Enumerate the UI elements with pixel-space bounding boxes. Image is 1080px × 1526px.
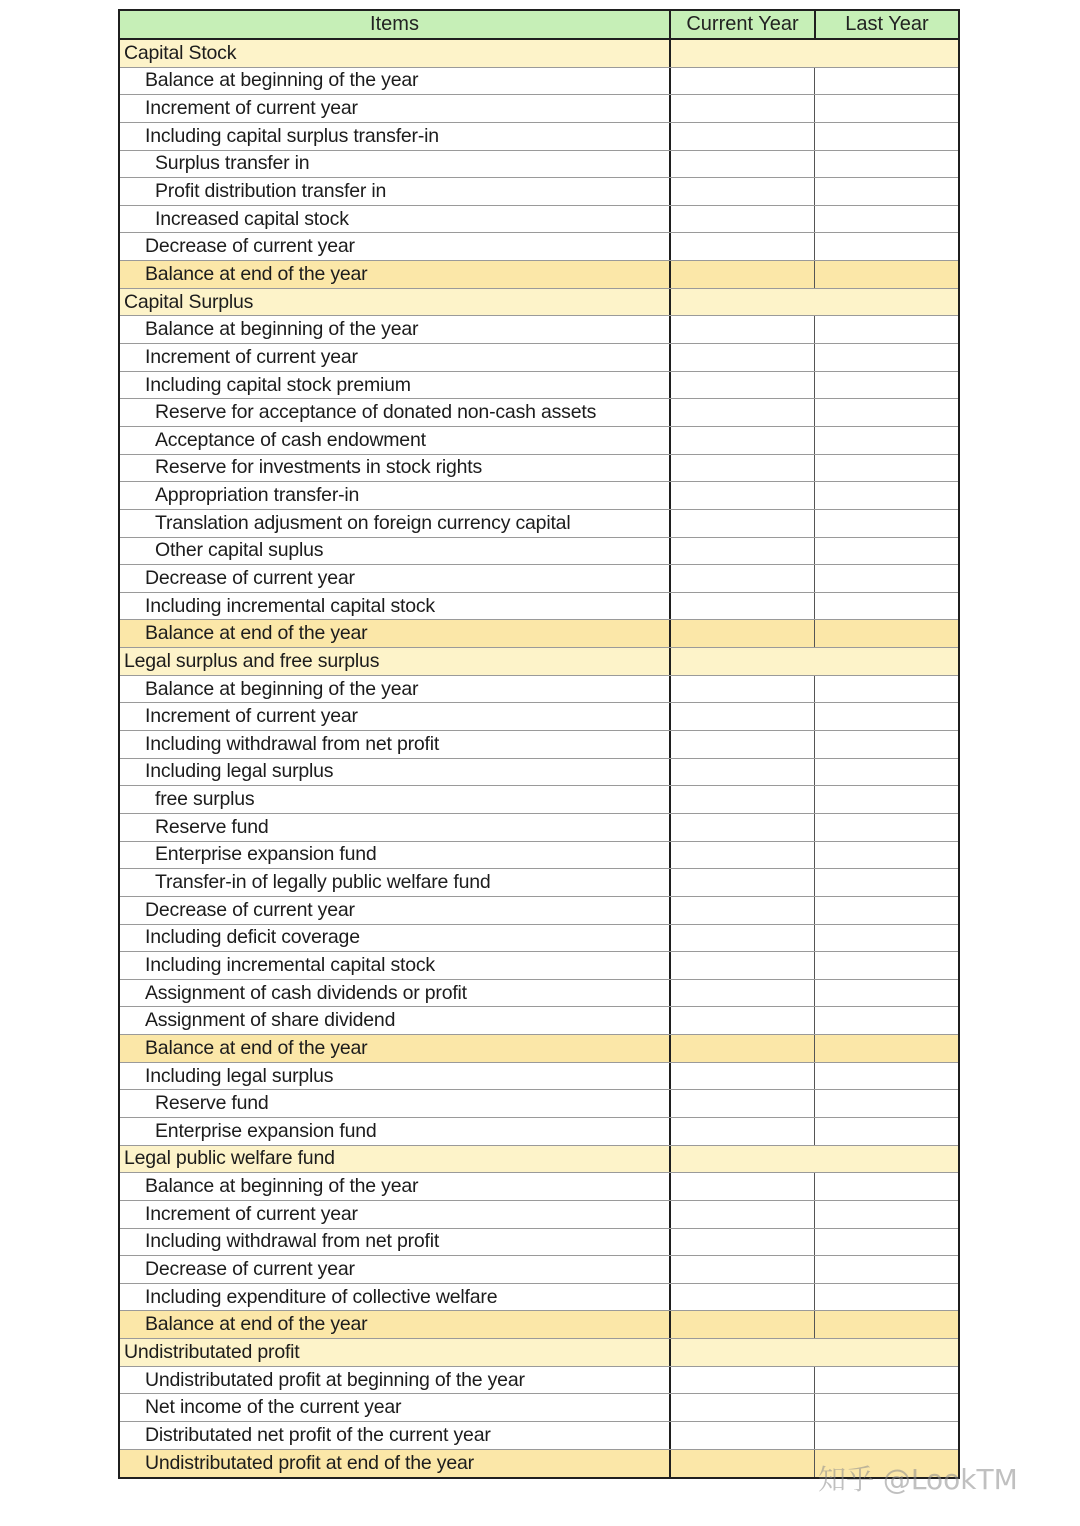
row-label: Increment of current year [145, 97, 358, 120]
current-year-cell[interactable] [669, 68, 814, 95]
current-year-cell[interactable] [669, 925, 814, 952]
table-row [120, 842, 958, 870]
row-label: Decrease of current year [145, 235, 355, 258]
row-label: Including capital surplus transfer-in [145, 124, 439, 147]
total-row [120, 1035, 958, 1063]
table-row [120, 786, 958, 814]
row-label: Undistributated profit [124, 1340, 300, 1363]
current-year-cell[interactable] [669, 95, 814, 122]
current-year-cell[interactable] [669, 952, 814, 979]
last-year-cell[interactable] [814, 952, 958, 979]
row-label: Assignment of cash dividends or profit [145, 981, 467, 1004]
row-label: Increment of current year [145, 345, 358, 368]
row-label: Balance at end of the year [145, 622, 368, 645]
last-year-cell[interactable] [814, 842, 958, 869]
current-year-cell[interactable] [669, 620, 814, 647]
last-year-cell[interactable] [814, 593, 958, 620]
total-row [120, 1311, 958, 1339]
row-label: Balance at beginning of the year [145, 1175, 419, 1198]
section-row [120, 289, 958, 317]
table-row [120, 482, 958, 510]
current-year-cell[interactable] [669, 1118, 814, 1145]
current-year-cell[interactable] [669, 593, 814, 620]
row-label: Capital Surplus [124, 290, 254, 313]
row-label: Decrease of current year [145, 566, 355, 589]
row-label: Decrease of current year [145, 898, 355, 921]
row-label: Increased capital stock [155, 207, 349, 230]
table-row [120, 593, 958, 621]
row-label: Balance at beginning of the year [145, 69, 419, 92]
last-year-cell[interactable] [814, 980, 958, 1007]
row-label: Reserve for investments in stock rights [155, 456, 483, 479]
last-year-cell[interactable] [814, 372, 958, 399]
row-label: Acceptance of cash endowment [155, 428, 426, 451]
current-year-cell[interactable] [669, 1450, 814, 1478]
current-year-cell[interactable] [669, 1007, 814, 1034]
last-year-cell[interactable] [814, 151, 958, 178]
table-row [120, 1284, 958, 1312]
last-year-cell[interactable] [814, 1394, 958, 1421]
current-year-cell[interactable] [669, 261, 814, 288]
row-label: Increment of current year [145, 1202, 358, 1225]
section-row [120, 1146, 958, 1174]
current-year-cell[interactable] [669, 1229, 814, 1256]
current-year-cell[interactable] [669, 151, 814, 178]
table-row [120, 676, 958, 704]
last-year-cell[interactable] [814, 206, 958, 233]
current-year-cell[interactable] [669, 316, 814, 343]
last-year-cell[interactable] [814, 538, 958, 565]
section-row [120, 648, 958, 676]
row-label: Reserve for acceptance of donated non-cash assets [155, 401, 597, 424]
row-label: Net income of the current year [145, 1396, 402, 1419]
table-row [120, 455, 958, 483]
table-row [120, 1063, 958, 1091]
last-year-cell[interactable] [814, 482, 958, 509]
table-row [120, 1367, 958, 1395]
row-label: Translation adjusment on foreign currency capital [155, 511, 571, 534]
total-row [120, 261, 958, 289]
row-label: Including expenditure of collective welfare [145, 1285, 498, 1308]
current-year-cell[interactable] [669, 786, 814, 813]
last-year-cell[interactable] [814, 399, 958, 426]
row-label: Balance at end of the year [145, 1313, 368, 1336]
current-year-cell[interactable] [669, 510, 814, 537]
current-year-cell[interactable] [669, 1035, 814, 1062]
current-year-cell[interactable] [669, 538, 814, 565]
section-row [120, 1339, 958, 1367]
table-row [120, 952, 958, 980]
current-year-cell[interactable] [669, 427, 814, 454]
current-year-cell[interactable] [669, 897, 814, 924]
last-year-cell[interactable] [814, 261, 958, 288]
row-label: Balance at end of the year [145, 1036, 368, 1059]
table-body [120, 40, 958, 1477]
table-row [120, 372, 958, 400]
last-year-cell[interactable] [814, 925, 958, 952]
current-year-cell[interactable] [669, 703, 814, 730]
row-label: Profit distribution transfer in [155, 180, 387, 203]
row-label: Increment of current year [145, 705, 358, 728]
row-label: Including capital stock premium [145, 373, 411, 396]
last-year-cell[interactable] [814, 897, 958, 924]
row-label: Enterprise expansion fund [155, 843, 377, 866]
current-year-cell[interactable] [669, 1090, 814, 1117]
table-row [120, 510, 958, 538]
row-label: Transfer-in of legally public welfare fund [155, 871, 491, 894]
last-year-cell[interactable] [814, 455, 958, 482]
section-row [120, 40, 958, 68]
last-year-cell[interactable] [814, 1035, 958, 1062]
current-year-cell[interactable] [669, 676, 814, 703]
last-year-cell[interactable] [814, 427, 958, 454]
table-row [120, 316, 958, 344]
current-year-cell[interactable] [669, 731, 814, 758]
last-year-cell[interactable] [814, 123, 958, 150]
table-row [120, 233, 958, 261]
current-year-cell[interactable] [669, 455, 814, 482]
current-year-cell[interactable] [669, 344, 814, 371]
last-year-cell[interactable] [814, 648, 958, 675]
last-year-cell[interactable] [814, 289, 958, 316]
header-items: Items [370, 13, 419, 35]
row-label: Including withdrawal from net profit [145, 1230, 440, 1253]
current-year-cell[interactable] [669, 759, 814, 786]
header-last-year: Last Year [814, 11, 958, 38]
table-header [120, 11, 958, 40]
current-year-cell[interactable] [669, 399, 814, 426]
table-row [120, 1256, 958, 1284]
current-year-cell[interactable] [669, 1284, 814, 1311]
last-year-cell[interactable] [814, 1118, 958, 1145]
last-year-cell[interactable] [814, 1173, 958, 1200]
last-year-cell[interactable] [814, 565, 958, 592]
last-year-cell[interactable] [814, 1063, 958, 1090]
current-year-cell[interactable] [669, 372, 814, 399]
current-year-cell[interactable] [669, 1422, 814, 1449]
table-row [120, 1201, 958, 1229]
table-row [120, 814, 958, 842]
last-year-cell[interactable] [814, 620, 958, 647]
current-year-cell[interactable] [669, 1367, 814, 1394]
last-year-cell[interactable] [814, 1367, 958, 1394]
row-label: Legal public welfare fund [124, 1147, 335, 1170]
equity-change-table [118, 9, 960, 1479]
table-row [120, 1173, 958, 1201]
last-year-cell[interactable] [814, 1311, 958, 1338]
last-year-cell[interactable] [814, 1229, 958, 1256]
last-year-cell[interactable] [814, 1201, 958, 1228]
current-year-cell[interactable] [669, 842, 814, 869]
row-label: Appropriation transfer-in [155, 484, 360, 507]
table-row [120, 1118, 958, 1146]
row-label: Balance at end of the year [145, 262, 368, 285]
current-year-cell[interactable] [669, 1173, 814, 1200]
table-row [120, 95, 958, 123]
table-row [120, 427, 958, 455]
table-row [120, 897, 958, 925]
last-year-cell[interactable] [814, 814, 958, 841]
table-row [120, 869, 958, 897]
row-label: Including incremental capital stock [145, 953, 435, 976]
header-current-year: Current Year [669, 11, 814, 38]
current-year-cell[interactable] [669, 1339, 814, 1366]
last-year-cell[interactable] [814, 703, 958, 730]
current-year-cell[interactable] [669, 565, 814, 592]
table-row [120, 68, 958, 96]
row-label: Other capital suplus [155, 539, 324, 562]
current-year-cell[interactable] [669, 40, 814, 67]
current-year-cell[interactable] [669, 289, 814, 316]
table-row [120, 980, 958, 1008]
last-year-cell[interactable] [814, 1256, 958, 1283]
row-label: free surplus [155, 788, 255, 811]
last-year-cell[interactable] [814, 316, 958, 343]
table-row [120, 1394, 958, 1422]
row-label: Balance at beginning of the year [145, 677, 419, 700]
table-row [120, 399, 958, 427]
row-label: Reserve fund [155, 1092, 269, 1115]
current-year-cell[interactable] [669, 1394, 814, 1421]
table-row [120, 703, 958, 731]
row-label: Balance at beginning of the year [145, 318, 419, 341]
last-year-cell[interactable] [814, 786, 958, 813]
current-year-cell[interactable] [669, 648, 814, 675]
last-year-cell[interactable] [814, 68, 958, 95]
last-year-cell[interactable] [814, 1339, 958, 1366]
table-row [120, 925, 958, 953]
row-label: Including incremental capital stock [145, 594, 435, 617]
row-label: Enterprise expansion fund [155, 1119, 377, 1142]
row-label: Capital Stock [124, 41, 237, 64]
row-label: Surplus transfer in [155, 152, 310, 175]
current-year-cell[interactable] [669, 482, 814, 509]
table-row [120, 1422, 958, 1450]
row-label: Including legal surplus [145, 1064, 334, 1087]
last-year-cell[interactable] [814, 233, 958, 260]
last-year-cell[interactable] [814, 1007, 958, 1034]
current-year-cell[interactable] [669, 1201, 814, 1228]
last-year-cell[interactable] [814, 344, 958, 371]
current-year-cell[interactable] [669, 1256, 814, 1283]
row-label: Legal surplus and free surplus [124, 649, 380, 672]
table-row [120, 206, 958, 234]
row-label: Including deficit coverage [145, 926, 360, 949]
table-row [120, 731, 958, 759]
row-label: Reserve fund [155, 815, 269, 838]
current-year-cell[interactable] [669, 814, 814, 841]
row-label: Assignment of share dividend [145, 1009, 396, 1032]
last-year-cell[interactable] [814, 1284, 958, 1311]
table-row [120, 1090, 958, 1118]
current-year-cell[interactable] [669, 869, 814, 896]
current-year-cell[interactable] [669, 206, 814, 233]
current-year-cell[interactable] [669, 1146, 814, 1173]
table-row [120, 344, 958, 372]
watermark: 知乎 @LookTM [818, 1463, 1018, 1496]
total-row [120, 620, 958, 648]
last-year-cell[interactable] [814, 40, 958, 67]
current-year-cell[interactable] [669, 233, 814, 260]
row-label: Decrease of current year [145, 1258, 355, 1280]
row-label: Undistributated profit at beginning of the year [145, 1368, 525, 1391]
row-label: Distributated net profit of the current year [145, 1423, 491, 1446]
table-row [120, 538, 958, 566]
row-label: Including withdrawal from net profit [145, 732, 440, 755]
row-label: Including legal surplus [145, 760, 334, 783]
last-year-cell[interactable] [814, 510, 958, 537]
last-year-cell[interactable] [814, 731, 958, 758]
table-row [120, 178, 958, 206]
last-year-cell[interactable] [814, 1422, 958, 1449]
table-row [120, 151, 958, 179]
current-year-cell[interactable] [669, 178, 814, 205]
last-year-cell[interactable] [814, 759, 958, 786]
table-row [120, 1229, 958, 1257]
last-year-cell[interactable] [814, 869, 958, 896]
table-row [120, 123, 958, 151]
table-row [120, 1007, 958, 1035]
last-year-cell[interactable] [814, 1090, 958, 1117]
current-year-cell[interactable] [669, 1311, 814, 1338]
last-year-cell[interactable] [814, 178, 958, 205]
last-year-cell[interactable] [814, 1146, 958, 1173]
table-row [120, 565, 958, 593]
last-year-cell[interactable] [814, 95, 958, 122]
table-row [120, 759, 958, 787]
last-year-cell[interactable] [814, 676, 958, 703]
current-year-cell[interactable] [669, 980, 814, 1007]
current-year-cell[interactable] [669, 123, 814, 150]
row-label: Undistributated profit at end of the year [145, 1451, 474, 1474]
current-year-cell[interactable] [669, 1063, 814, 1090]
